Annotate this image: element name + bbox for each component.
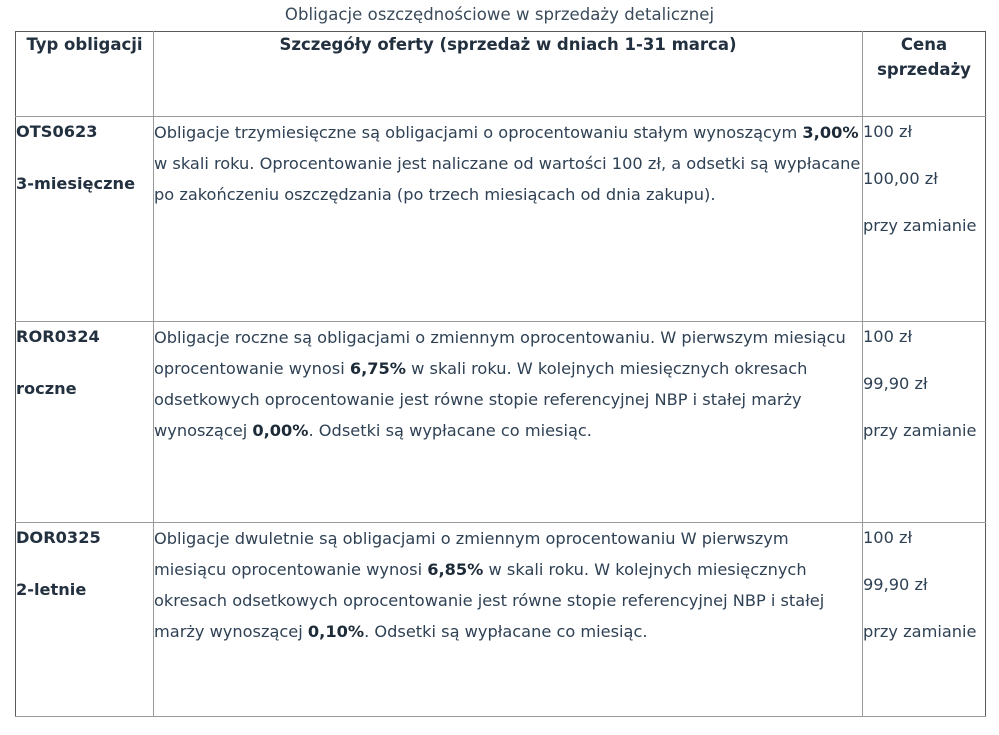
price-nominal: 100 zł	[863, 528, 913, 547]
offer-description	[154, 117, 862, 210]
bond-term: roczne	[16, 379, 77, 398]
table-header	[16, 32, 986, 117]
column-header-price: Cena sprzedaży	[863, 32, 986, 117]
cell-bond-type	[16, 523, 154, 717]
description-part-1: Obligacje trzymiesięczne są obligacjami o oprocentowaniu stałym wynoszącym	[154, 123, 803, 142]
cell-offer-details	[154, 523, 863, 717]
description-part-2: w skali roku. W kolejnych miesięcznych okresach odsetkowych oprocentowanie jest równe stopie referencyjnej NBP i stałej marży wynoszącej	[154, 359, 808, 440]
cell-bond-type	[16, 117, 154, 322]
description-part-1: Obligacje roczne są obligacjami o zmiennym oprocentowaniu. W pierwszym miesiącu oprocentowanie wynosi	[154, 328, 846, 378]
bonds-table	[15, 31, 986, 717]
offer-description	[154, 523, 862, 647]
column-header-details: Szczegóły oferty (sprzedaż w dniach 1-31 marca)	[154, 32, 863, 117]
price-nominal: 100 zł	[863, 327, 913, 346]
table-row	[16, 523, 986, 717]
description-part-2: w skali roku. W kolejnych miesięcznych okresach odsetkowych oprocentowanie jest równe stopie referencyjnej NBP i stałej marży wynoszącej	[154, 560, 825, 641]
description-part-3: . Odsetki są wypłacane co miesiąc.	[308, 421, 592, 440]
description-part-3: . Odsetki są wypłacane co miesiąc.	[364, 622, 648, 641]
cell-bond-type	[16, 322, 154, 523]
price-nominal: 100 zł	[863, 122, 913, 141]
bond-code: DOR0325	[16, 528, 101, 547]
cell-offer-details	[154, 322, 863, 523]
table-body	[16, 117, 986, 717]
interest-rate-value: 6,75%	[349, 359, 407, 378]
table-row	[16, 322, 986, 523]
bond-code: OTS0623	[16, 122, 98, 141]
bond-term: 2-letnie	[16, 580, 87, 599]
description-part-1: Obligacje dwuletnie są obligacjami o zmiennym oprocentowaniu W pierwszym miesiącu oprocentowanie wynosi	[154, 529, 789, 579]
price-note: przy zamianie	[863, 421, 977, 440]
price-note: przy zamianie	[863, 216, 977, 235]
cell-sale-price	[863, 523, 986, 717]
cell-sale-price	[863, 322, 986, 523]
price-sale: 100,00 zł	[863, 169, 938, 188]
cell-offer-details	[154, 117, 863, 322]
description-part-2: w skali roku. Oprocentowanie jest naliczane od wartości 100 zł, a odsetki są wypłacane po zakończeniu oszczędzania (po trzech miesiącach od dnia zakupu).	[154, 154, 861, 204]
price-note: przy zamianie	[863, 622, 977, 641]
price-sale: 99,90 zł	[863, 575, 928, 594]
bond-term: 3-miesięczne	[16, 174, 136, 193]
table-container	[15, 31, 985, 717]
interest-rate-value: 6,85%	[427, 560, 484, 579]
table-row	[16, 117, 986, 322]
cell-sale-price	[863, 117, 986, 322]
offer-description	[154, 322, 862, 446]
interest-rate-value: 3,00%	[802, 123, 859, 142]
table-caption: Obligacje oszczędnościowe w sprzedaży detalicznej	[284, 5, 715, 24]
column-header-type: Typ obligacji	[16, 32, 154, 117]
header-row	[16, 32, 986, 117]
price-sale: 99,90 zł	[863, 374, 928, 393]
bond-code: ROR0324	[16, 327, 100, 346]
margin-value: 0,10%	[307, 622, 365, 641]
margin-value: 0,00%	[252, 421, 309, 440]
